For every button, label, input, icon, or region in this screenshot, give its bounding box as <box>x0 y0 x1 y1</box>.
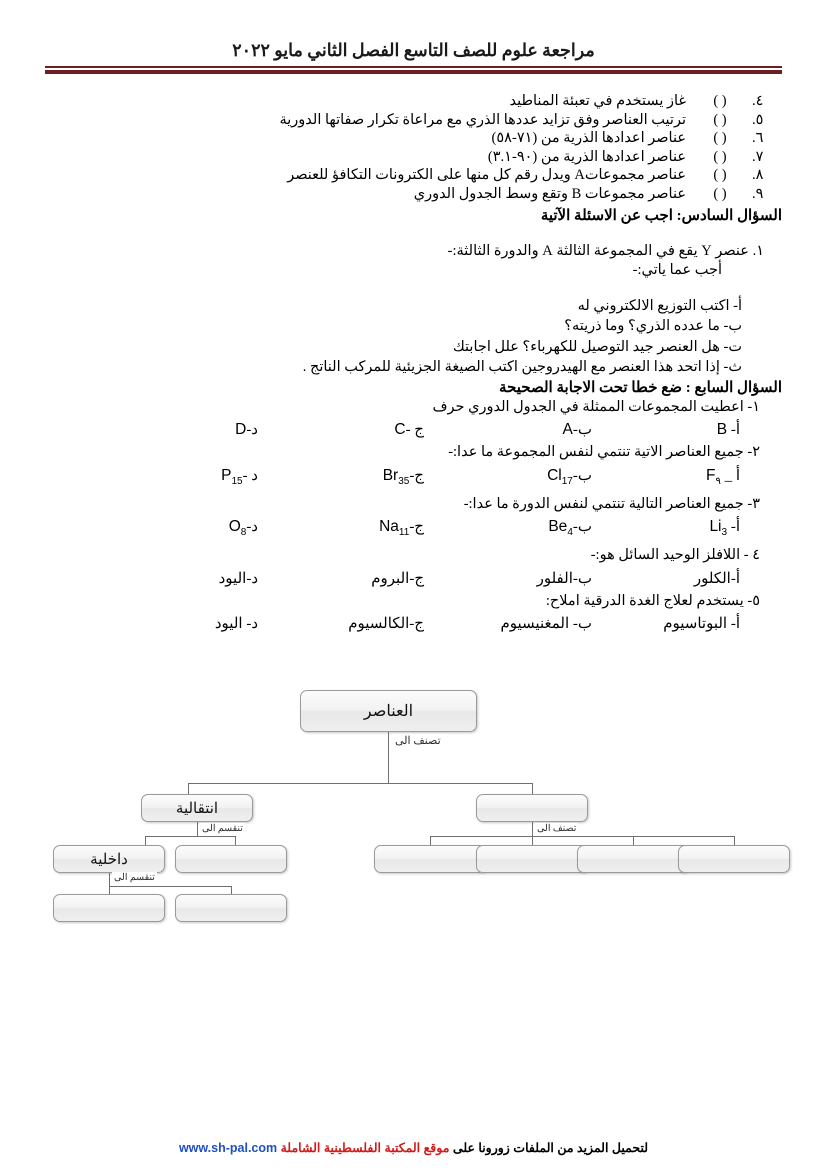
flowchart-node-right-leaf-2[interactable] <box>476 845 588 873</box>
flowchart-edge <box>188 783 189 794</box>
header-divider <box>45 66 782 74</box>
list-item <box>45 185 782 204</box>
mcq-option-subscript: 3 <box>721 527 728 539</box>
flowchart-edge-label-root: تصنف الى <box>395 735 441 747</box>
list-item <box>45 111 782 130</box>
list-item-number: ٥. <box>752 111 764 128</box>
question-6-heading: السؤال السادس: اجب عن الاسئلة الآتية <box>540 207 782 224</box>
elements-classification-flowchart <box>45 690 782 920</box>
list-item-text: ترتيب العناصر وفق تزايد عددها الذري مع مراعاة تكرار صفاتها الدورية <box>279 111 686 128</box>
flowchart-node-right-leaf-1[interactable] <box>374 845 486 873</box>
mcq-option-row <box>45 611 782 637</box>
mcq-option-label: ب- <box>572 519 592 536</box>
answer-blank[interactable]: ( ) <box>713 111 727 128</box>
flowchart-edge-label-right: تصنف الى <box>537 824 577 834</box>
question-6-parts <box>45 296 782 378</box>
mcq-option[interactable]: ج-الكالسيوم <box>348 616 424 633</box>
mcq-option[interactable]: أ- البوتاسيوم <box>663 616 740 633</box>
list-item <box>45 166 782 185</box>
flowchart-edge <box>532 783 533 794</box>
flowchart-edge <box>532 822 533 836</box>
mcq-option-label: ج- <box>409 467 424 484</box>
list-item <box>45 92 782 111</box>
mcq-option[interactable] <box>108 417 258 443</box>
mcq-option[interactable]: ب-الفلور <box>536 570 592 587</box>
flowchart-edge <box>235 836 236 845</box>
flowchart-edge <box>388 732 389 750</box>
list-item <box>45 129 782 148</box>
flowchart-node-left-leaf-2[interactable] <box>175 894 287 922</box>
list-item-number: ٨. <box>752 167 764 184</box>
mcq-option-symbol: P <box>221 466 232 484</box>
mcq-option-symbol: A <box>562 421 573 439</box>
question-7-heading: السؤال السابع : ضع خطا تحت الاجابة الصحيحة <box>499 379 782 396</box>
question-6-part-c: ت- هل العنصر جيد التوصيل للكهرباء؟ علل اجابتك <box>452 338 742 355</box>
flowchart-edge-label-left-sub: تنقسم الى <box>114 873 155 883</box>
mcq-option-label: ج - <box>405 422 424 439</box>
mcq-option-row <box>45 463 782 495</box>
flowchart-edge <box>734 836 735 845</box>
mcq-option-subscript: 17 <box>561 475 573 487</box>
mcq-option-symbol: B <box>716 421 728 439</box>
answer-blank[interactable]: ( ) <box>713 185 727 202</box>
mcq-option-label: ب- <box>572 422 592 439</box>
mcq-option[interactable] <box>592 514 770 546</box>
question-6-item-1: ١. عنصر Y يقع في المجموعة الثالثة A والدورة الثالثة:- <box>447 242 764 259</box>
mcq-option-label: د- <box>246 422 258 439</box>
list-item-number: ٤. <box>752 93 764 109</box>
mcq-option-subscript: 15 <box>231 475 243 487</box>
mcq-option[interactable] <box>258 463 424 495</box>
mcq-option-subscript: 4 <box>567 527 573 539</box>
flowchart-edge <box>145 836 235 837</box>
mcq-stem: ٥- يستخدم لعلاج الغدة الدرقية املاح: <box>545 592 760 609</box>
mcq-option-label: أ- <box>730 422 740 439</box>
mcq-option-subscript: ٩ <box>715 475 721 487</box>
mcq-option-row <box>45 566 782 592</box>
mcq-option[interactable]: د- اليود <box>214 616 258 633</box>
mcq-option[interactable]: ب- المغنيسيوم <box>500 616 592 633</box>
mcq-option[interactable] <box>424 514 592 546</box>
list-item-text: غاز يستخدم في تعبئة المناطيد <box>509 93 686 109</box>
mcq-option[interactable]: أ-الكلور <box>693 570 740 587</box>
flowchart-node-right-leaf-4[interactable] <box>678 845 790 873</box>
flowchart-node-inner-transition[interactable]: داخلية <box>53 845 165 873</box>
mcq-option-label: ب- <box>572 467 592 484</box>
flowchart-edge-label-left: تنقسم الى <box>202 824 243 834</box>
mcq-option-row <box>45 417 782 443</box>
mcq-option[interactable] <box>258 514 424 546</box>
mcq-option-label: أ _ <box>724 467 740 484</box>
mcq-option-symbol: F <box>705 466 716 484</box>
mcq-option-symbol: Br <box>382 466 399 484</box>
list-item-number: ٦. <box>752 130 764 147</box>
mcq-option-row <box>45 514 782 546</box>
list-item-text: عناصر مجموعات B وتقع وسط الجدول الدوري <box>413 185 686 202</box>
flowchart-node-transition[interactable]: انتقالية <box>141 794 253 822</box>
mcq-option[interactable] <box>108 514 258 546</box>
mcq-option-label: أ- <box>730 519 740 536</box>
flowchart-node-representative[interactable] <box>476 794 588 822</box>
list-item-number: ٧. <box>752 148 764 165</box>
mcq-option[interactable]: ج-البروم <box>371 570 424 587</box>
spacer <box>45 226 782 242</box>
mcq-stem: ١- اعطيت المجموعات الممثلة في الجدول الدوري حرف <box>432 398 760 415</box>
mcq-option-symbol: Na <box>379 518 399 536</box>
mcq-stem: ٤ - اللافلز الوحيد السائل هو:- <box>590 547 760 564</box>
mcq-option-subscript: 8 <box>240 527 247 539</box>
flowchart-edge <box>532 836 533 845</box>
list-item-text: عناصر مجموعاتA ويدل رقم كل منها على الكترونات التكافؤ للعنصر <box>287 167 686 184</box>
mcq-option-symbol: Li <box>709 518 722 536</box>
mcq-option[interactable] <box>424 463 592 495</box>
flowchart-edge <box>430 836 431 845</box>
flowchart-edge <box>109 886 231 887</box>
flowchart-edge <box>188 783 533 784</box>
list-item-number: ٩. <box>752 185 764 202</box>
mcq-option-symbol: C <box>394 421 406 439</box>
mcq-option-label: ج- <box>409 519 424 536</box>
page-title: مراجعة علوم للصف التاسع الفصل الثاني مايو ٢٠٢٢ <box>232 40 595 60</box>
mcq-option-symbol: O <box>228 518 241 536</box>
mcq-option[interactable] <box>108 463 258 495</box>
flowchart-edge <box>231 886 232 894</box>
mcq-option-subscript: 35 <box>398 475 410 487</box>
mcq-stem: ٣- جميع العناصر التالية تنتمي لنفس الدورة ما عدا:- <box>463 495 760 512</box>
answer-blank[interactable]: ( ) <box>713 93 727 109</box>
flowchart-edge <box>145 836 146 845</box>
footer-lead-text: لتحميل المزيد من الملفات زورونا على <box>452 1141 649 1155</box>
mcq-option-symbol: Cl <box>547 466 562 484</box>
mcq-option-symbol: D <box>235 421 247 439</box>
mcq-option-label: د - <box>242 467 258 484</box>
list-item <box>45 148 782 167</box>
question-6-part-d: ث- إذا اتحد هذا العنصر مع الهيدروجين اكتب الصيغة الجزيئية للمركب الناتج . <box>302 359 742 376</box>
list-item-text: عناصر اعدادها الذرية من (٧١-٥٨) <box>491 130 686 147</box>
flowchart-node-left-leaf-1[interactable] <box>53 894 165 922</box>
flowchart-node-root[interactable]: العناصر <box>300 690 477 732</box>
flowchart-edge <box>109 886 110 894</box>
mcq-option[interactable] <box>592 417 770 443</box>
flowchart-node-right-leaf-3[interactable] <box>577 845 689 873</box>
flowchart-edge <box>388 750 389 783</box>
flowchart-edge <box>430 836 734 837</box>
footer-banner <box>0 1140 827 1155</box>
question-6-part-b: ب- ما عدده الذري؟ وما ذريته؟ <box>564 318 742 335</box>
mcq-option[interactable] <box>592 463 770 495</box>
answer-blank[interactable]: ( ) <box>713 167 727 184</box>
list-item-text: عناصر اعدادها الذرية من (٩٠-٣.١) <box>487 148 686 165</box>
flowchart-edge <box>109 873 110 886</box>
mcq-option[interactable]: د-اليود <box>218 570 258 587</box>
flowchart-edge <box>633 836 634 845</box>
mcq-option[interactable] <box>258 417 424 443</box>
mcq-option[interactable] <box>424 417 592 443</box>
footer-url[interactable]: www.sh-pal.com <box>178 1141 278 1155</box>
worksheet-body <box>45 92 782 637</box>
footer-site-name: موقع المكتبة الفلسطينية الشاملة <box>280 1141 450 1155</box>
document-header <box>45 40 782 74</box>
answer-blank[interactable]: ( ) <box>713 130 727 147</box>
question-6-item-1-sub: أجب عما ياتي:- <box>632 261 722 278</box>
mcq-option-subscript: 11 <box>398 527 410 539</box>
question-6-part-a: أ- اكتب التوزيع الالكتروني له <box>577 297 742 314</box>
mcq-option-label: د- <box>246 519 258 536</box>
answer-blank[interactable]: ( ) <box>713 148 727 165</box>
true-false-list <box>45 92 782 204</box>
flowchart-edge <box>197 822 198 836</box>
mcq-stem: ٢- جميع العناصر الاتية تنتمي لنفس المجموعة ما عدا:- <box>448 444 760 461</box>
flowchart-node-left-empty-1[interactable] <box>175 845 287 873</box>
mcq-option-symbol: Be <box>548 518 568 536</box>
